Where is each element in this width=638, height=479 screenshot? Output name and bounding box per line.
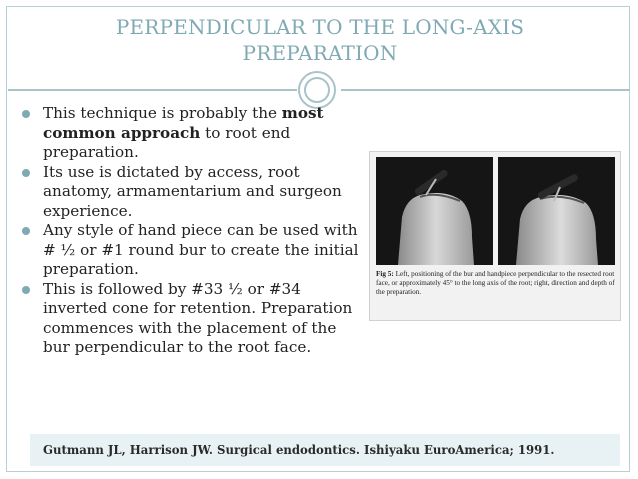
figure-caption (376, 270, 618, 297)
bullet-item (22, 221, 362, 280)
bullet-text-post: to root end preparation. (43, 123, 291, 161)
bullet-dot-icon (22, 169, 30, 177)
bullet-item (22, 163, 362, 222)
bullet-list (22, 104, 362, 358)
tooth-photo-left (376, 157, 493, 265)
bullet-dot-icon (22, 227, 30, 235)
bullet-text: Any style of hand piece can be used with # ½ or #1 round bur to create the initial preparation. (43, 221, 359, 278)
slide-title (30, 14, 610, 66)
title-divider-right (341, 89, 630, 91)
slide-title-line-2: PREPARATION (242, 41, 398, 65)
bullet-item (22, 280, 362, 358)
figure-caption-text: Left, positioning of the bur and handpiece perpendicular to the resected root face, or approximately 45° to the long axis of the root; right, direction and depth of the preparation. (376, 270, 615, 296)
tooth-left-illustration (376, 157, 493, 265)
figure-caption-label: Fig 5: (376, 270, 394, 278)
bullet-text-bold: most common approach (43, 104, 324, 142)
title-divider-left (8, 89, 297, 91)
bullet-text: Its use is dictated by access, root anatomy, armamentarium and surgeon experience. (43, 162, 342, 220)
tooth-photo-right (498, 157, 615, 265)
citation-footer (30, 434, 620, 466)
figure-tooth-preparation (369, 151, 621, 321)
slide-title-line-1: PERPENDICULAR TO THE LONG-AXIS (115, 15, 525, 39)
bullet-text-pre: This technique is probably the (43, 104, 282, 122)
citation-text: Gutmann JL, Harrison JW. Surgical endodontics. Ishiyaku EuroAmerica; 1991. (43, 443, 555, 457)
tooth-right-illustration (498, 157, 615, 265)
bullet-dot-icon (22, 286, 30, 294)
bullet-item (22, 104, 362, 163)
divider-circle-inner (304, 77, 330, 103)
bullet-text: This is followed by #33 ½ or #34 inverted cone for retention. Preparation commences with the placement of the bur perpendicular to the root face. (43, 279, 353, 356)
bullet-dot-icon (22, 110, 30, 118)
